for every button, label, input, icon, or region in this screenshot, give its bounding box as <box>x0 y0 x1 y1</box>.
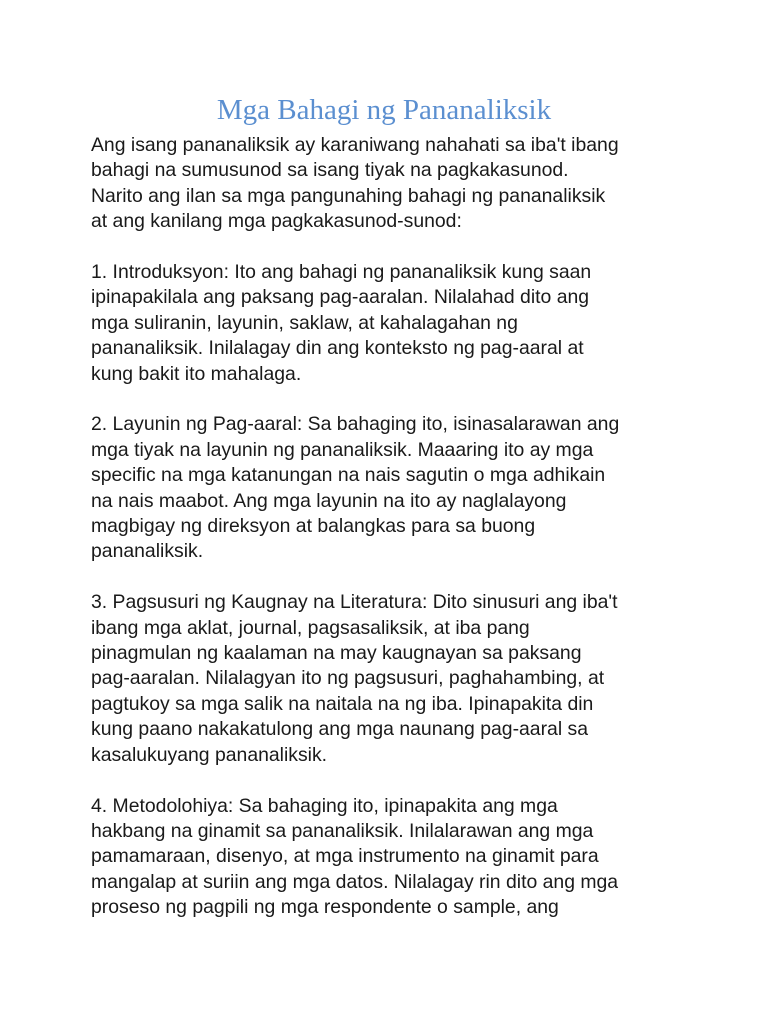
text-line: kasalukuyang pananaliksik. <box>91 743 328 766</box>
document-title: Mga Bahagi ng Pananaliksik <box>216 94 552 126</box>
paragraph-introduksyon <box>91 260 691 387</box>
text-line: 2. Layunin ng Pag-aaral: Sa bahaging ito, isinasalarawan ang <box>91 413 620 436</box>
text-line: pananaliksik. <box>91 540 204 563</box>
paragraph-literatura <box>91 590 691 768</box>
paragraph-intro <box>91 133 691 235</box>
text-line: pagtukoy sa mga salik na naitala na ng iba. Ipinapakita din <box>91 692 594 715</box>
text-line: 3. Pagsusuri ng Kaugnay na Literatura: Dito sinusuri ang iba't <box>91 591 618 614</box>
text-line: specific na mga katanungan na nais sagutin o mga adhikain <box>91 464 606 487</box>
text-line: ibang mga aklat, journal, pagsasaliksik, at iba pang <box>91 616 530 639</box>
text-line: pag-aaralan. Nilalagyan ito ng pagsusuri, paghahambing, at <box>91 667 605 690</box>
text-line: pinagmulan ng kaalaman na may kaugnayan sa paksang <box>91 642 582 665</box>
text-line: proseso ng pagpili ng mga respondente o sample, ang <box>91 896 559 919</box>
text-line: mga tiyak na layunin ng pananaliksik. Maaaring ito ay mga <box>91 438 594 461</box>
text-line: mangalap at suriin ang mga datos. Nilalagay rin dito ang mga <box>91 870 619 893</box>
text-line: pananaliksik. Inilalagay din ang konteksto ng pag-aaral at <box>91 337 584 360</box>
text-line: at ang kanilang mga pagkakasunod-sunod: <box>91 210 462 233</box>
text-line: mga suliranin, layunin, saklaw, at kahalagahan ng <box>91 311 518 334</box>
text-line: Narito ang ilan sa mga pangunahing bahagi ng pananaliksik <box>91 184 606 207</box>
text-line: 1. Introduksyon: Ito ang bahagi ng pananaliksik kung saan <box>91 261 592 284</box>
paragraph-layunin <box>91 412 691 564</box>
text-line: Ang isang pananaliksik ay karaniwang nahahati sa iba't ibang <box>91 134 619 156</box>
text-line: 4. Metodolohiya: Sa bahaging ito, ipinapakita ang mga <box>91 794 558 817</box>
text-line: hakbang na ginamit sa pananaliksik. Inilalarawan ang mga <box>91 819 594 842</box>
text-line: pamamaraan, disenyo, at mga instrumento na ginamit para <box>91 845 599 868</box>
text-line: na nais maabot. Ang mga layunin na ito ay naglalayong <box>91 489 567 512</box>
text-line: kung bakit ito mahalaga. <box>91 362 302 385</box>
paragraph-metodolohiya <box>91 794 691 921</box>
text-line: bahagi na sumusunod sa isang tiyak na pagkakasunod. <box>91 159 569 182</box>
text-line: kung paano nakakatulong ang mga naunang pag-aaral sa <box>91 718 589 741</box>
document-body <box>91 133 691 946</box>
text-line: magbigay ng direksyon at balangkas para sa buong <box>91 515 536 538</box>
text-line: ipinapakilala ang paksang pag-aaralan. Nilalahad dito ang <box>91 286 590 309</box>
